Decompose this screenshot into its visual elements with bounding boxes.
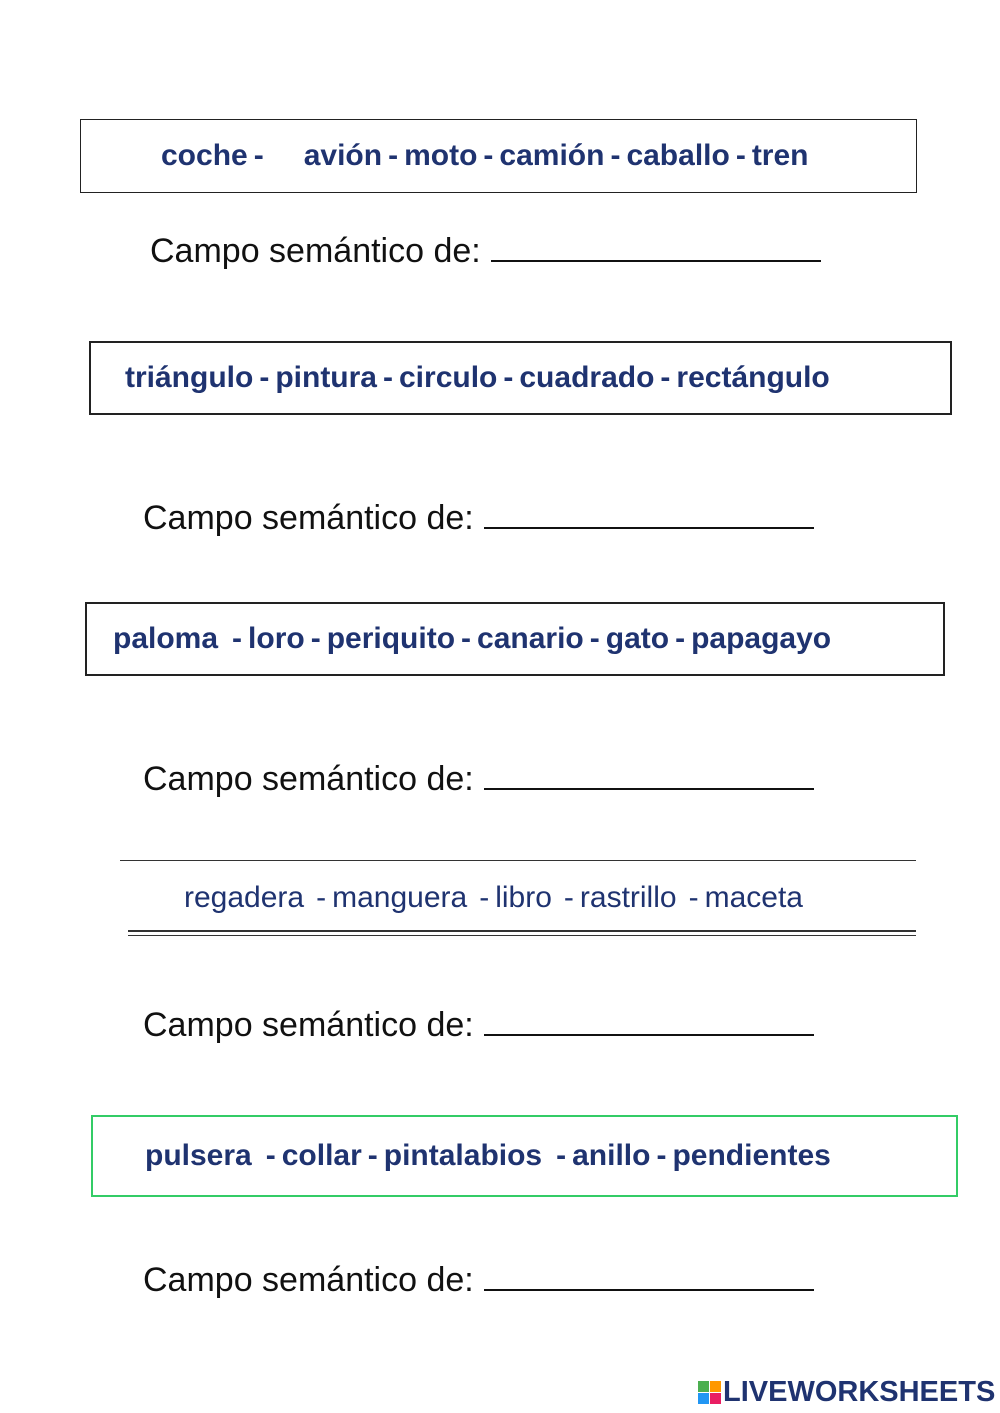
logo-square-icon <box>710 1393 721 1404</box>
separator: - <box>735 139 746 172</box>
answer-blank-5[interactable] <box>484 1259 814 1291</box>
campo-semantico-4 <box>143 1004 814 1045</box>
liveworksheets-logo[interactable] <box>698 1376 995 1409</box>
campo-semantico-2 <box>143 497 814 538</box>
word-box-5 <box>91 1115 958 1197</box>
separator: - <box>383 361 393 394</box>
separator: - <box>253 139 264 172</box>
separator: - <box>660 361 671 394</box>
word: triángulo <box>125 361 254 394</box>
answer-blank-2[interactable] <box>484 497 814 529</box>
word: caballo <box>626 139 730 172</box>
logo-square-icon <box>710 1381 721 1392</box>
separator: - <box>265 1139 276 1172</box>
separator: - <box>367 1139 378 1172</box>
separator: - <box>310 622 321 655</box>
answer-blank-1[interactable] <box>491 230 821 262</box>
separator: - <box>503 361 514 394</box>
logo-square-icon <box>698 1381 709 1392</box>
separator: - <box>483 139 494 172</box>
separator: - <box>461 622 472 655</box>
separator: - <box>563 881 574 914</box>
campo-label: Campo semántico de: <box>143 499 474 537</box>
logo-text: LIVEWORKSHEETS <box>723 1376 996 1408</box>
word: avión <box>303 139 383 172</box>
logo-square-icon <box>698 1393 709 1404</box>
separator: - <box>259 361 270 394</box>
word-box-2 <box>89 341 952 415</box>
separator: - <box>675 622 686 655</box>
word: circulo <box>399 361 498 394</box>
divider-bottom-double <box>128 935 916 936</box>
word: rastrillo <box>579 881 677 914</box>
word: regadera <box>184 881 305 914</box>
campo-label: Campo semántico de: <box>143 1006 474 1044</box>
separator: - <box>232 622 243 655</box>
word: maceta <box>704 881 803 914</box>
word: pulsera <box>145 1139 252 1172</box>
word: canario <box>477 622 584 655</box>
divider-bottom <box>128 930 916 932</box>
word: coche <box>161 139 248 172</box>
word: libro <box>495 881 552 914</box>
word: loro <box>248 622 305 655</box>
word: tren <box>751 139 809 172</box>
logo-mark-icon <box>698 1381 721 1404</box>
word-box-3 <box>85 602 945 676</box>
word: papagayo <box>691 622 832 655</box>
separator: - <box>610 139 621 172</box>
word-box-4 <box>120 860 916 936</box>
word-box-1 <box>80 119 917 193</box>
separator: - <box>479 881 490 914</box>
word: rectángulo <box>676 361 830 394</box>
word: collar <box>281 1139 362 1172</box>
word: pintalabios <box>383 1139 543 1172</box>
word: pendientes <box>672 1139 831 1172</box>
word: periquito <box>326 622 456 655</box>
separator: - <box>316 881 327 914</box>
campo-semantico-3 <box>143 758 814 799</box>
word: pintura <box>275 361 377 394</box>
word: moto <box>404 139 478 172</box>
word: camión <box>499 139 605 172</box>
word: cuadrado <box>519 361 655 394</box>
word: manguera <box>332 881 468 914</box>
word: anillo <box>572 1139 651 1172</box>
campo-label: Campo semántico de: <box>143 1261 474 1299</box>
campo-semantico-1 <box>150 230 821 271</box>
separator: - <box>388 139 399 172</box>
separator: - <box>656 1139 667 1172</box>
answer-blank-4[interactable] <box>484 1004 814 1036</box>
campo-label: Campo semántico de: <box>143 760 474 798</box>
word: gato <box>605 622 670 655</box>
word: paloma <box>113 622 219 655</box>
campo-label: Campo semántico de: <box>150 232 481 270</box>
separator: - <box>589 622 600 655</box>
answer-blank-3[interactable] <box>484 758 814 790</box>
campo-semantico-5 <box>143 1259 814 1300</box>
separator: - <box>556 1139 567 1172</box>
separator: - <box>688 881 699 914</box>
